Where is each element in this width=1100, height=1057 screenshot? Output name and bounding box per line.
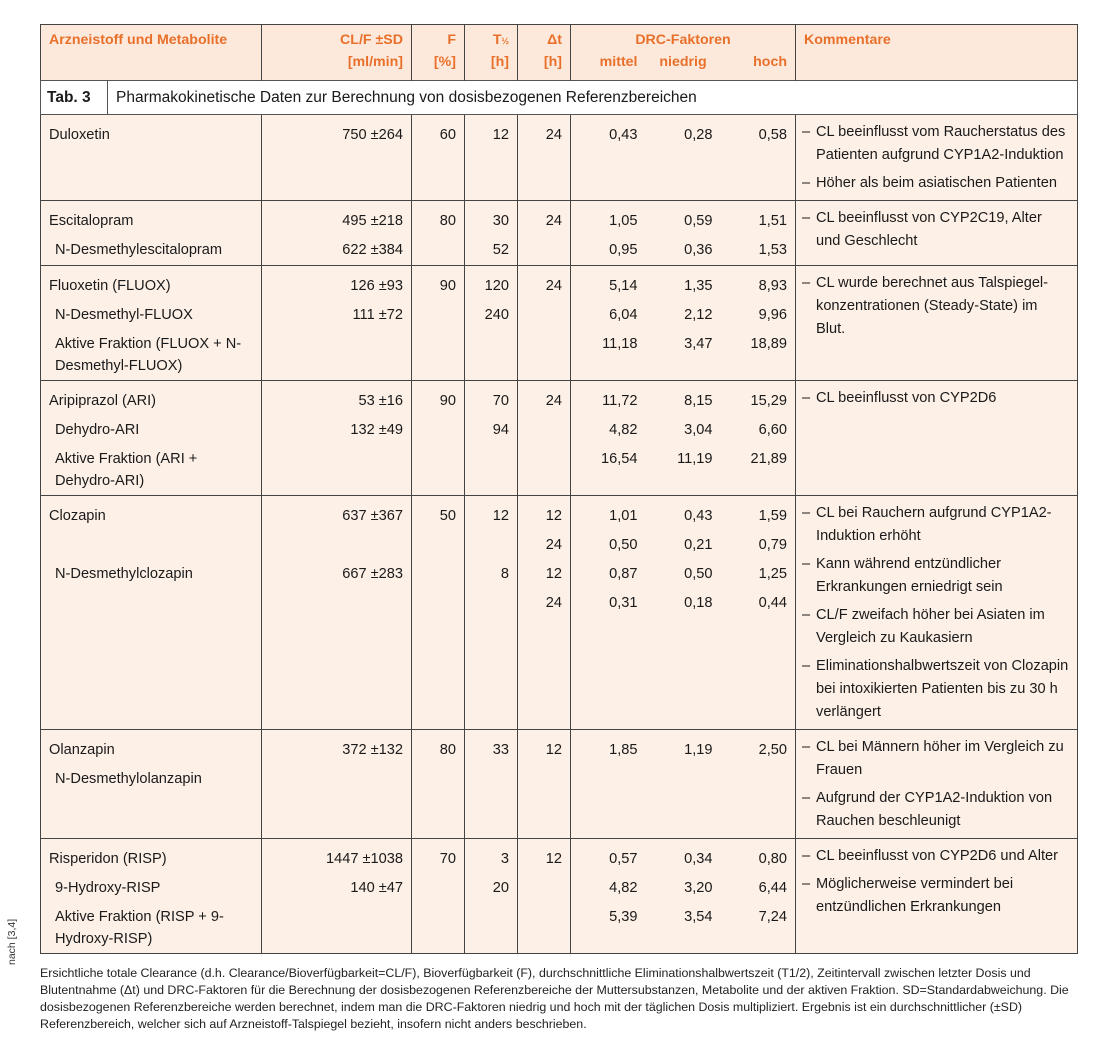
drug-name: Dehydro-ARI [55, 422, 140, 438]
cell-t: 12 [492, 508, 509, 524]
cell-f [412, 236, 456, 265]
cell-h: 1,25 [758, 566, 788, 582]
cell-dt: 12 [545, 508, 562, 524]
drug-name: N-Desmethylclozapin [55, 566, 193, 582]
col-h [721, 115, 796, 201]
drug-name: Aktive Fraktion (ARI + Dehydro-ARI) [55, 451, 198, 489]
comment-item [802, 272, 1069, 341]
header-name: Arzneistoff und Metabolite [41, 25, 262, 53]
col-t [465, 201, 518, 266]
cell-cl [262, 330, 403, 359]
table-container [40, 24, 1077, 954]
col-n [646, 115, 721, 201]
header-hoch: hoch [721, 52, 796, 81]
col-name [41, 496, 262, 730]
cell-dt [518, 301, 562, 330]
col-f [412, 381, 465, 496]
cell-n: 0,21 [684, 537, 713, 553]
cell-cl [262, 531, 403, 560]
cell-m: 6,04 [609, 307, 638, 323]
header-mittel: mittel [571, 52, 646, 81]
drug-name: Aktive Fraktion (RISP + 9-Hydroxy-RISP) [55, 909, 224, 947]
cell-cl: 667 ±283 [342, 566, 403, 582]
table-number: Tab. 3 [41, 81, 108, 114]
comment-item [802, 553, 1069, 599]
cell-dt: 24 [545, 537, 562, 553]
cell-cl: 111 ±72 [352, 307, 403, 323]
cell-dt [518, 330, 562, 359]
table-row [41, 115, 1078, 201]
col-h [721, 381, 796, 496]
col-t [465, 496, 518, 730]
header-cl-unit: [ml/min] [262, 52, 412, 81]
cell-dt [518, 874, 562, 903]
col-f [412, 839, 465, 954]
cell-h: 1,59 [758, 508, 788, 524]
cell-cl [262, 765, 403, 794]
cell-f: 80 [439, 213, 456, 229]
table-title-row [41, 81, 1078, 115]
comment-item [802, 787, 1069, 833]
cell-f [412, 903, 456, 932]
cell-h [721, 765, 788, 794]
table-row [41, 839, 1078, 954]
drug-name: Risperidon (RISP) [49, 851, 167, 867]
cell-n: 1,35 [684, 278, 713, 294]
col-h [721, 496, 796, 730]
cell-n: 3,20 [684, 880, 713, 896]
comment-item [802, 207, 1069, 253]
col-h [721, 201, 796, 266]
cell-h: 1,53 [758, 242, 788, 258]
cell-m: 0,95 [609, 242, 638, 258]
cell-cl: 637 ±367 [342, 508, 403, 524]
table-row [41, 201, 1078, 266]
cell-t: 33 [492, 742, 509, 758]
dash-bullet: – [802, 275, 811, 291]
comment-item [802, 873, 1069, 919]
col-h [721, 839, 796, 954]
col-dt [518, 266, 571, 381]
cell-h: 15,29 [750, 393, 788, 409]
cell-n: 0,59 [684, 213, 713, 229]
cell-f: 80 [439, 742, 456, 758]
cell-n: 3,54 [684, 909, 713, 925]
header-dt: Δt [518, 25, 571, 53]
dash-bullet: – [802, 124, 811, 140]
header-niedrig: niedrig [646, 52, 721, 81]
drug-group [41, 201, 1078, 266]
cell-m: 0,31 [609, 595, 638, 611]
cell-f [412, 765, 456, 794]
dash-bullet: – [802, 175, 811, 191]
comment-item [802, 736, 1069, 782]
cell-cl: 622 ±384 [342, 242, 403, 258]
drug-group [41, 496, 1078, 730]
table-footnote: Ersichtliche totale Clearance (d.h. Clearance/Bioverfügbarkeit=CL/F), Bioverfügbarkeit (F), durchschnittliche Eliminationshalbwertszeit (T1/2), Zeitintervall zwischen letzter Dosis und Blutentnahme (Δt) und DRC-Faktoren für die Berechnung der dosisbezogenen Referenzbereiche der Muttersubstanzen, Metabolite und der aktiven Fraktion. SD=Standardabweichung. Die dosisbezogenen Referenzbereiche werden berechnet, indem man die DRC-Faktoren niedrig und hoch mit der täglichen Dosis multipliziert. Ergebnis ist ein durchschnittlicher (±SD) Referenzbereich, welcher sich auf Arzneistoff-Talspiegel bezieht, insofern nicht anders beschrieben. [40, 966, 1069, 1031]
comments-cell [796, 496, 1078, 730]
cell-m: 0,43 [609, 127, 638, 143]
comment-item [802, 387, 1069, 410]
drug-name: 9-Hydroxy-RISP [55, 880, 161, 896]
col-n [646, 730, 721, 839]
cell-f [412, 445, 456, 474]
col-t [465, 839, 518, 954]
cell-dt: 24 [545, 127, 562, 143]
col-n [646, 496, 721, 730]
col-m [571, 839, 646, 954]
cell-dt: 24 [545, 393, 562, 409]
cell-m: 11,72 [602, 393, 638, 409]
col-name [41, 839, 262, 954]
drug-group [41, 115, 1078, 201]
header-drc: DRC-Faktoren [571, 25, 796, 53]
cell-m: 0,50 [609, 537, 638, 553]
cell-dt [518, 903, 562, 932]
dash-bullet: – [802, 556, 811, 572]
col-cl [262, 381, 412, 496]
comment-text: CL/F zweifach höher bei Asiaten im Vergleich zu Kaukasiern [816, 607, 1045, 646]
cell-m: 1,85 [609, 742, 638, 758]
drug-name: N-Desmethylescitalopram [55, 242, 223, 258]
cell-dt: 24 [545, 595, 562, 611]
drug-group [41, 266, 1078, 381]
drug-name: Fluoxetin (FLUOX) [49, 278, 171, 294]
cell-cl: 495 ±218 [342, 213, 403, 229]
col-m [571, 381, 646, 496]
cell-n: 0,18 [684, 595, 713, 611]
col-m [571, 730, 646, 839]
cell-t [465, 765, 509, 794]
dash-bullet: – [802, 739, 811, 755]
cell-f: 50 [439, 508, 456, 524]
cell-t [465, 589, 509, 618]
drug-name [49, 589, 261, 618]
table-header [41, 25, 1078, 81]
comment-text: Kann während entzündlicher Erkrankungen erniedrigt sein [816, 556, 1003, 595]
cell-f: 90 [439, 393, 456, 409]
cell-h: 6,60 [758, 422, 788, 438]
cell-t: 20 [492, 880, 509, 896]
cell-h: 0,58 [758, 127, 788, 143]
col-cl [262, 201, 412, 266]
cell-h: 9,96 [758, 307, 788, 323]
cell-h: 1,51 [758, 213, 788, 229]
cell-cl: 372 ±132 [342, 742, 403, 758]
dash-bullet: – [802, 210, 811, 226]
cell-m [571, 765, 638, 794]
dash-bullet: – [802, 790, 811, 806]
cell-t: 52 [492, 242, 509, 258]
cell-t: 70 [492, 393, 509, 409]
comment-item [802, 502, 1069, 548]
col-dt [518, 115, 571, 201]
col-f [412, 496, 465, 730]
col-dt [518, 201, 571, 266]
cell-dt [518, 236, 562, 265]
col-name [41, 730, 262, 839]
table-row [41, 730, 1078, 839]
cell-cl: 53 ±16 [358, 393, 403, 409]
cell-dt [518, 445, 562, 474]
cell-m: 1,05 [609, 213, 638, 229]
drug-name: Olanzapin [49, 742, 115, 758]
cell-n: 0,36 [684, 242, 713, 258]
cell-f [412, 560, 456, 589]
comment-text: CL beeinflusst von CYP2D6 und Alter [816, 848, 1059, 864]
col-n [646, 266, 721, 381]
cell-t [465, 445, 509, 474]
cell-t: 94 [492, 422, 509, 438]
col-m [571, 201, 646, 266]
cell-dt [518, 765, 562, 794]
cell-t: 120 [484, 278, 509, 294]
cell-n: 11,19 [677, 451, 713, 467]
cell-cl [262, 445, 403, 474]
cell-f [412, 416, 456, 445]
cell-dt: 12 [545, 851, 562, 867]
comment-item [802, 655, 1069, 724]
cell-m: 5,39 [609, 909, 638, 925]
cell-f [412, 531, 456, 560]
source-note: nach [3,4] [6, 918, 18, 965]
dash-bullet: – [802, 390, 811, 406]
comment-text: Eliminationshalbwertszeit von Clozapin bei intoxikierten Patienten bis zu 30 h verlängert [816, 658, 1069, 720]
header-cl: CL/F ±SD [262, 25, 412, 53]
drug-name [49, 531, 261, 560]
comment-text: Aufgrund der CYP1A2-Induktion von Rauchen beschleunigt [816, 790, 1053, 829]
drug-name: Escitalopram [49, 213, 134, 229]
cell-h: 0,79 [758, 537, 788, 553]
cell-h: 0,44 [758, 595, 788, 611]
cell-f [412, 301, 456, 330]
col-cl [262, 115, 412, 201]
cell-m: 16,54 [600, 451, 638, 467]
comment-text: CL beeinflusst vom Raucherstatus des Patienten aufgrund CYP1A2-Induktion [816, 124, 1066, 163]
cell-t: 240 [484, 307, 509, 323]
comment-item [802, 121, 1069, 167]
cell-dt: 24 [545, 278, 562, 294]
drug-name: N-Desmethyl-FLUOX [55, 307, 193, 323]
col-name [41, 115, 262, 201]
cell-h: 6,44 [758, 880, 788, 896]
col-t [465, 266, 518, 381]
col-h [721, 266, 796, 381]
comment-text: CL bei Männern höher im Vergleich zu Frauen [816, 739, 1064, 778]
col-dt [518, 496, 571, 730]
col-m [571, 266, 646, 381]
comments-cell [796, 839, 1078, 954]
cell-n: 8,15 [684, 393, 713, 409]
cell-f [412, 330, 456, 359]
cell-h: 0,80 [758, 851, 788, 867]
col-f [412, 266, 465, 381]
comments-cell [796, 201, 1078, 266]
col-m [571, 496, 646, 730]
header-t-unit: [h] [465, 52, 518, 81]
drug-group [41, 730, 1078, 839]
comments-cell [796, 266, 1078, 381]
dash-bullet: – [802, 607, 811, 623]
dash-bullet: – [802, 658, 811, 674]
cell-dt [518, 416, 562, 445]
col-t [465, 730, 518, 839]
cell-f: 70 [439, 851, 456, 867]
header-t: T½ [465, 25, 518, 53]
cell-t [465, 330, 509, 359]
col-n [646, 381, 721, 496]
comment-text: CL wurde berechnet aus Talspiegel-konzentrationen (Steady-State) im Blut. [816, 275, 1049, 337]
col-t [465, 115, 518, 201]
cell-m: 4,82 [609, 880, 638, 896]
table-title: Pharmakokinetische Daten zur Berechnung von dosisbezogenen Referenzbereichen [116, 88, 697, 106]
cell-f [412, 589, 456, 618]
cell-t [465, 903, 509, 932]
cell-t: 12 [492, 127, 509, 143]
drug-name: Aripiprazol (ARI) [49, 393, 157, 409]
header-f-unit: [%] [412, 52, 465, 81]
drug-group [41, 839, 1078, 954]
cell-dt: 12 [545, 566, 562, 582]
header-f: F [412, 25, 465, 53]
comment-text: Höher als beim asiatischen Patienten [816, 175, 1057, 191]
dash-bullet: – [802, 505, 811, 521]
col-name [41, 201, 262, 266]
cell-h: 21,89 [750, 451, 788, 467]
cell-m: 11,18 [602, 336, 638, 352]
cell-n: 3,47 [684, 336, 713, 352]
cell-h: 8,93 [758, 278, 788, 294]
cell-t: 8 [500, 566, 509, 582]
cell-n: 0,43 [684, 508, 713, 524]
cell-n: 0,28 [684, 127, 713, 143]
drug-group [41, 381, 1078, 496]
col-cl [262, 266, 412, 381]
table-row [41, 381, 1078, 496]
drug-name: Clozapin [49, 508, 106, 524]
cell-cl [262, 589, 403, 618]
cell-t: 30 [492, 213, 509, 229]
cell-n: 0,50 [684, 566, 713, 582]
comment-item [802, 604, 1069, 650]
cell-m: 0,87 [609, 566, 638, 582]
col-n [646, 839, 721, 954]
cell-n: 3,04 [684, 422, 713, 438]
cell-h: 18,89 [750, 336, 788, 352]
drug-name: Duloxetin [49, 127, 110, 143]
col-dt [518, 839, 571, 954]
col-cl [262, 496, 412, 730]
cell-dt: 24 [545, 213, 562, 229]
comment-item [802, 172, 1069, 195]
cell-m: 1,01 [609, 508, 638, 524]
col-f [412, 201, 465, 266]
dash-bullet: – [802, 876, 811, 892]
comments-cell [796, 115, 1078, 201]
cell-n: 2,12 [684, 307, 713, 323]
cell-m: 5,14 [609, 278, 638, 294]
col-name [41, 266, 262, 381]
cell-cl: 1447 ±1038 [326, 851, 403, 867]
col-cl [262, 839, 412, 954]
comment-item [802, 845, 1069, 868]
cell-h: 2,50 [758, 742, 788, 758]
cell-n [646, 765, 713, 794]
drug-name: Aktive Fraktion (FLUOX + N-Desmethyl-FLUOX) [55, 336, 242, 374]
dash-bullet: – [802, 848, 811, 864]
comment-text: Möglicherweise vermindert bei entzündlichen Erkrankungen [816, 876, 1014, 915]
cell-dt: 12 [545, 742, 562, 758]
col-t [465, 381, 518, 496]
comment-text: CL beeinflusst von CYP2D6 [816, 390, 997, 406]
comment-text: CL bei Rauchern aufgrund CYP1A2-Induktion erhöht [816, 505, 1052, 544]
col-cl [262, 730, 412, 839]
cell-n: 0,34 [684, 851, 713, 867]
cell-cl: 126 ±93 [350, 278, 403, 294]
comments-cell [796, 381, 1078, 496]
col-dt [518, 381, 571, 496]
table-row [41, 496, 1078, 730]
col-n [646, 201, 721, 266]
header-dt-unit: [h] [518, 52, 571, 81]
cell-cl [262, 903, 403, 932]
cell-cl: 132 ±49 [350, 422, 403, 438]
col-f [412, 115, 465, 201]
header-kommentare: Kommentare [796, 25, 1078, 53]
cell-f [412, 874, 456, 903]
col-h [721, 730, 796, 839]
cell-h: 7,24 [758, 909, 788, 925]
table-row [41, 266, 1078, 381]
col-dt [518, 730, 571, 839]
cell-t [465, 531, 509, 560]
comment-text: CL beeinflusst von CYP2C19, Alter und Geschlecht [816, 210, 1042, 249]
cell-m: 0,57 [609, 851, 638, 867]
pk-table [40, 24, 1078, 954]
comments-cell [796, 730, 1078, 839]
cell-f: 90 [439, 278, 456, 294]
cell-cl: 140 ±47 [350, 880, 403, 896]
drug-name: N-Desmethylolanzapin [55, 771, 202, 787]
cell-f: 60 [439, 127, 456, 143]
cell-n: 1,19 [684, 742, 713, 758]
col-f [412, 730, 465, 839]
cell-cl: 750 ±264 [342, 127, 403, 143]
cell-t: 3 [500, 851, 509, 867]
cell-m: 4,82 [609, 422, 638, 438]
col-m [571, 115, 646, 201]
col-name [41, 381, 262, 496]
